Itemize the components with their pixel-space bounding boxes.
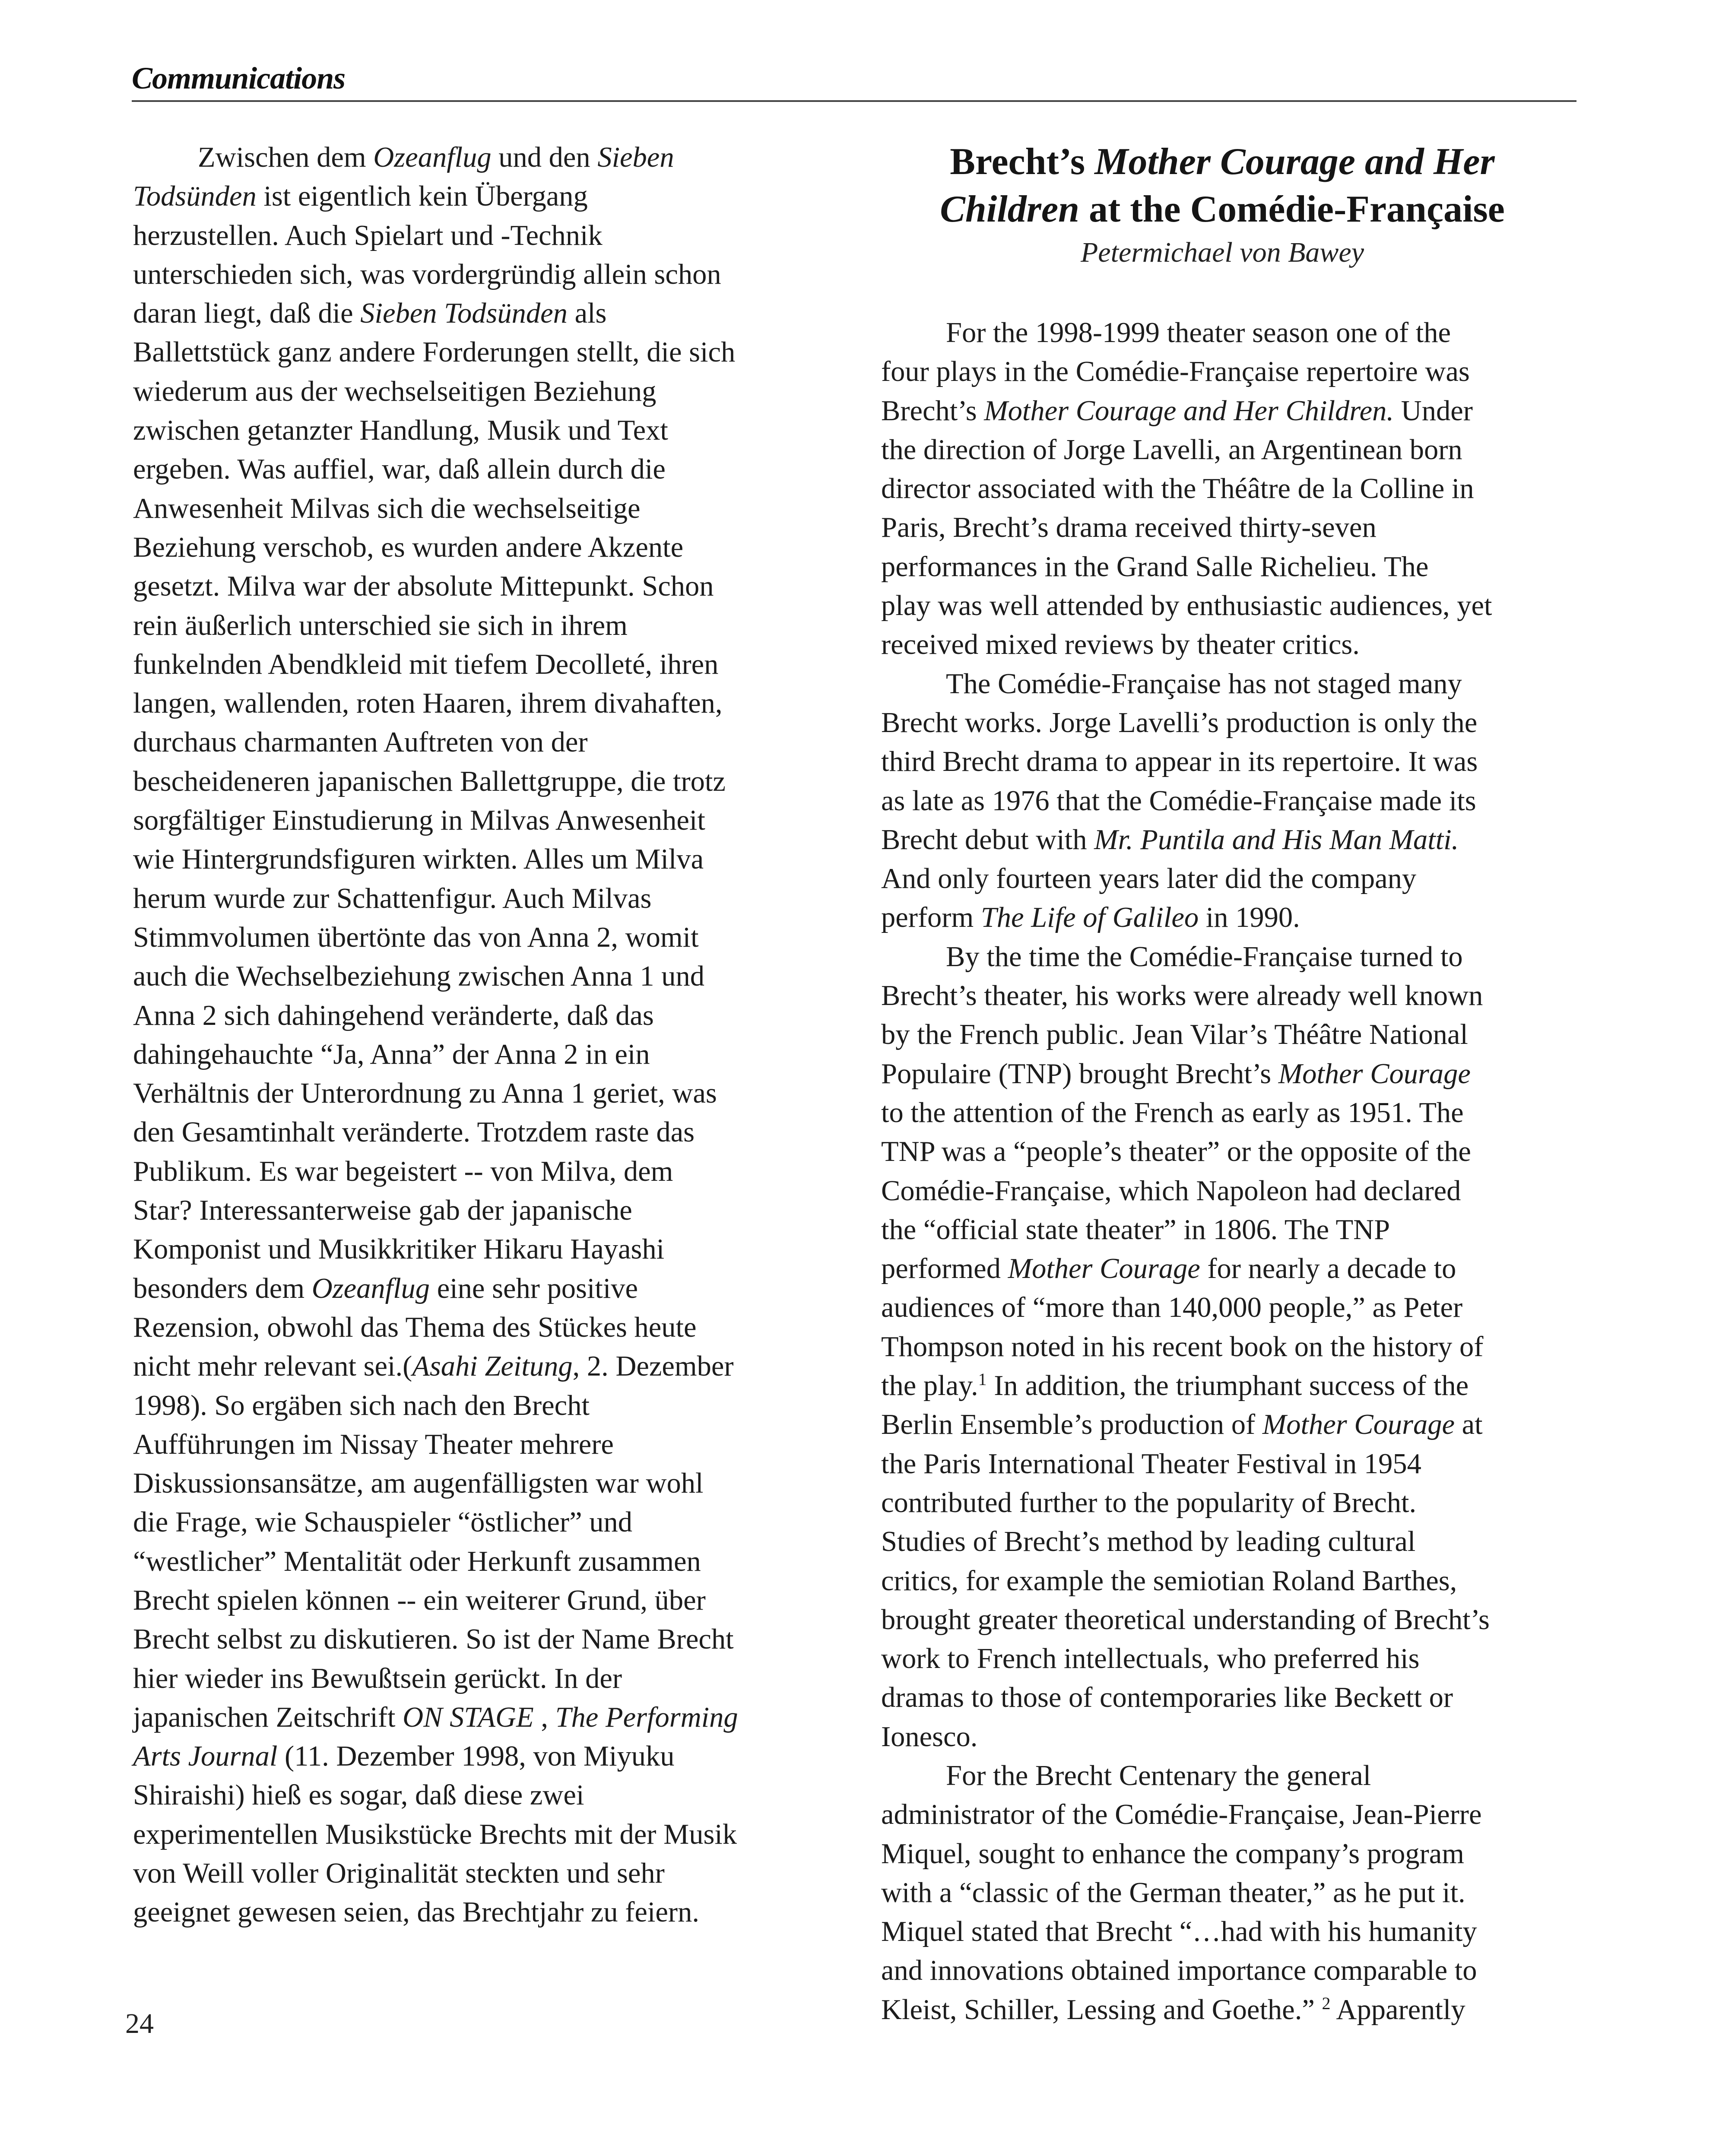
text-line	[133, 606, 837, 645]
text-segment: And only fourteen years later did the company	[881, 863, 1417, 895]
text-segment: eine sehr positive	[430, 1272, 638, 1304]
text-line	[881, 1094, 1581, 1132]
text-segment: director associated with the Théâtre de la Colline in	[881, 473, 1474, 505]
text-line	[133, 138, 837, 177]
text-segment: Aufführungen im Nissay Theater mehrere	[133, 1428, 614, 1460]
text-segment: Shiraishi) hieß es sogar, daß diese zwei	[133, 1779, 584, 1811]
text-line	[133, 1347, 837, 1386]
text-line	[881, 1445, 1581, 1484]
text-segment: Brecht selbst zu diskutieren. So ist der Name Brecht	[133, 1623, 734, 1655]
text-segment: Asahi Zeitung	[412, 1351, 573, 1382]
text-line	[133, 1893, 837, 1932]
text-line	[133, 372, 837, 411]
text-segment: dramas to those of contemporaries like Beckett or	[881, 1682, 1453, 1714]
text-segment: For the Brecht Centenary the general	[946, 1760, 1371, 1791]
text-line	[881, 1718, 1581, 1757]
text-line	[881, 352, 1581, 391]
text-segment: Sieben Todsünden	[360, 298, 568, 330]
text-line	[133, 567, 837, 606]
text-segment: Brecht works. Jorge Lavelli’s production is only the	[881, 707, 1478, 739]
text-segment: The Life of Galileo	[980, 902, 1199, 934]
text-segment: ON STAGE	[403, 1701, 534, 1733]
text-segment: Mother Courage	[1262, 1409, 1455, 1441]
text-segment: four plays in the Comédie-Française repertoire was	[881, 356, 1470, 388]
text-segment: Verhältnis der Unterordnung zu Anna 1 geriet, was	[133, 1078, 717, 1110]
text-segment: with a “classic of the German theater,” as he put it.	[881, 1877, 1465, 1909]
text-line	[881, 587, 1581, 625]
text-segment: (11. Dezember 1998, von Miyuku	[277, 1741, 675, 1772]
text-line	[133, 1815, 837, 1854]
text-line	[881, 392, 1581, 431]
text-segment: for nearly a decade to	[1200, 1253, 1456, 1285]
text-segment: herum wurde zur Schattenfigur. Auch Milvas	[133, 882, 652, 914]
text-line	[133, 1620, 837, 1659]
text-segment: the direction of Jorge Lavelli, an Argentinean born	[881, 434, 1462, 466]
text-line	[881, 1484, 1581, 1522]
text-line	[881, 1835, 1581, 1874]
text-segment: Brecht spielen können -- ein weiterer Grund, über	[133, 1584, 706, 1616]
text-segment: the play.	[881, 1370, 978, 1402]
text-segment: as late as 1976 that the Comédie-Française made its	[881, 785, 1476, 817]
text-segment: brought greater theoretical understanding of Brecht’s	[881, 1604, 1490, 1636]
text-line	[881, 1211, 1581, 1249]
text-segment: sorgfältiger Einstudierung in Milvas Anwesenheit	[133, 805, 705, 837]
text-segment: geeignet gewesen seien, das Brechtjahr zu feiern.	[133, 1896, 699, 1928]
text-segment: hier wieder ins Bewußtsein gerückt. In der	[133, 1662, 622, 1694]
text-segment: Miquel stated that Brecht “…had with his humanity	[881, 1916, 1477, 1948]
text-line	[881, 314, 1581, 352]
text-line	[881, 625, 1581, 664]
text-line	[133, 1581, 837, 1620]
text-segment: rein äußerlich unterschied sie sich in ihrem	[133, 609, 628, 641]
text-line	[881, 1951, 1581, 1990]
running-head: Communications	[132, 61, 346, 95]
text-segment: and innovations obtained importance comparable to	[881, 1955, 1477, 1987]
text-line	[881, 898, 1581, 937]
text-line	[881, 1405, 1581, 1444]
text-line	[133, 1035, 837, 1074]
text-segment: in 1990.	[1199, 902, 1300, 934]
text-segment: Ozeanflug	[311, 1272, 430, 1304]
text-segment: experimentellen Musikstücke Brechts mit der Musik	[133, 1818, 737, 1850]
text-segment: to the attention of the French as early as 1951. The	[881, 1097, 1464, 1129]
text-segment: Miquel, sought to enhance the company’s program	[881, 1838, 1465, 1870]
text-line	[133, 996, 837, 1035]
text-segment: Paris, Brecht’s drama received thirty-seven	[881, 512, 1377, 544]
text-segment: at	[1454, 1409, 1483, 1441]
text-line	[133, 762, 837, 801]
text-line	[133, 1503, 837, 1542]
text-segment: The Performing	[555, 1701, 738, 1733]
text-segment: herzustellen. Auch Spielart und -Technik	[133, 219, 603, 251]
text-segment: critics, for example the semiotian Roland Barthes,	[881, 1565, 1457, 1597]
text-segment: Mr. Puntila and His Man Matti.	[1094, 824, 1459, 856]
text-segment: Anna 2 sich dahingehend veränderte, daß das	[133, 999, 654, 1031]
text-line	[881, 1172, 1581, 1211]
footnote-ref: 1	[978, 1369, 987, 1389]
text-segment: Studies of Brecht’s method by leading cultural	[881, 1526, 1416, 1558]
header-rule	[132, 100, 1576, 102]
text-segment: Mother Courage	[1278, 1058, 1471, 1090]
text-segment: langen, wallenden, roten Haaren, ihrem divahaften,	[133, 688, 723, 720]
text-line	[133, 450, 837, 489]
text-segment: audiences of “more than 140,000 people,” as Peter	[881, 1292, 1463, 1324]
text-segment: contributed further to the popularity of Brecht.	[881, 1487, 1417, 1519]
text-line	[881, 1874, 1581, 1912]
text-line	[133, 1659, 837, 1698]
text-line	[133, 1542, 837, 1581]
text-line	[133, 1191, 837, 1230]
text-segment: Mother Courage and Her Children.	[984, 395, 1394, 427]
text-line	[881, 1015, 1581, 1054]
text-segment: By the time the Comédie-Française turned to	[946, 941, 1463, 973]
text-line	[881, 821, 1581, 859]
text-line	[881, 1639, 1581, 1678]
text-segment: the Paris International Theater Festival in 1954	[881, 1448, 1421, 1480]
text-line	[881, 1562, 1581, 1601]
text-line	[133, 411, 837, 450]
text-segment: perform	[881, 902, 981, 934]
text-segment: ergeben. Was auffiel, war, daß allein durch die	[133, 453, 666, 485]
text-segment: Anwesenheit Milvas sich die wechselseitige	[133, 492, 641, 524]
text-segment: bescheideneren japanischen Ballettgruppe, die trotz	[133, 765, 726, 797]
text-segment: Thompson noted in his recent book on the history of	[881, 1331, 1484, 1363]
text-segment: 1998). So ergäben sich nach den Brecht	[133, 1389, 590, 1421]
text-line	[133, 528, 837, 567]
text-segment: wiederum aus der wechselseitigen Beziehung	[133, 375, 657, 407]
text-line	[133, 294, 837, 333]
text-line	[133, 1269, 837, 1308]
page-number: 24	[125, 2008, 154, 2039]
text-line	[881, 1991, 1581, 2029]
text-line	[133, 723, 837, 762]
text-segment: TNP was a “people’s theater” or the opposite of the	[881, 1136, 1471, 1168]
text-segment: und den	[491, 142, 598, 173]
text-line	[881, 1249, 1581, 1288]
title-part-italic: Children	[940, 188, 1079, 230]
text-line	[133, 1776, 837, 1815]
text-segment: Stimmvolumen übertönte das von Anna 2, womit	[133, 921, 699, 953]
text-line	[881, 548, 1581, 587]
text-line	[881, 1912, 1581, 1951]
text-segment: Ionesco.	[881, 1721, 978, 1753]
text-segment: Comédie-Française, which Napoleon had declared	[881, 1175, 1461, 1207]
text-line	[881, 665, 1581, 704]
text-line	[133, 957, 837, 996]
text-segment: Rezension, obwohl das Thema des Stückes heute	[133, 1311, 697, 1343]
text-line	[133, 645, 837, 684]
text-segment: third Brecht drama to appear in its repertoire. It was	[881, 746, 1478, 778]
text-segment: Diskussionsansätze, am augenfälligsten war wohl	[133, 1468, 704, 1500]
text-segment: Mother Courage	[1008, 1253, 1200, 1285]
text-segment: Sieben	[597, 142, 674, 173]
text-line	[133, 840, 837, 879]
text-segment: Apparently	[1330, 1994, 1465, 2026]
text-segment: dahingehauchte “Ja, Anna” der Anna 2 in ein	[133, 1038, 650, 1070]
right-column-text	[881, 314, 1581, 2029]
text-segment: Brecht debut with	[881, 824, 1094, 856]
text-segment: auch die Wechselbeziehung zwischen Anna 1 und	[133, 961, 704, 992]
text-line	[881, 977, 1581, 1015]
text-segment: Beziehung verschob, es wurden andere Akzente	[133, 531, 684, 563]
text-segment: als	[567, 298, 607, 330]
text-segment: performed	[881, 1253, 1008, 1285]
text-segment: Under	[1394, 395, 1473, 427]
text-line	[881, 742, 1581, 781]
text-segment: Brecht’s theater, his works were already well known	[881, 980, 1483, 1012]
title-part: Brecht’s	[950, 141, 1095, 183]
text-segment: zwischen getanzter Handlung, Musik und Text	[133, 415, 668, 447]
text-line	[881, 508, 1581, 547]
text-segment: Brecht’s	[881, 395, 984, 427]
text-line	[881, 704, 1581, 742]
text-line	[133, 1698, 837, 1737]
text-segment: wie Hintergrundsfiguren wirkten. Alles um Milva	[133, 843, 704, 875]
text-segment: von Weill voller Originalität steckten und sehr	[133, 1858, 665, 1890]
text-segment: Populaire (TNP) brought Brecht’s	[881, 1058, 1278, 1090]
text-segment: by the French public. Jean Vilar’s Théâtre National	[881, 1019, 1468, 1051]
article-author: Petermichael von Bawey	[1080, 237, 1364, 268]
text-segment: Publikum. Es war begeistert -- von Milva, dem	[133, 1155, 673, 1187]
title-part-italic: Mother Courage and Her	[1094, 141, 1495, 183]
text-segment: For the 1998-1999 theater season one of the	[946, 317, 1451, 349]
text-segment: performances in the Grand Salle Richelieu. The	[881, 551, 1429, 583]
text-segment: In addition, the triumphant success of the	[986, 1370, 1469, 1402]
text-line	[133, 1464, 837, 1503]
text-segment: funkelnden Abendkleid mit tiefem Decolleté, ihren	[133, 648, 719, 680]
text-segment: the “official state theater” in 1806. The TNP	[881, 1214, 1390, 1246]
text-segment: “westlicher” Mentalität oder Herkunft zusammen	[133, 1545, 701, 1577]
text-line	[881, 1055, 1581, 1094]
text-line	[881, 1132, 1581, 1171]
title-part: at the Comédie-Française	[1079, 188, 1505, 230]
text-segment: The Comédie-Française has not staged many	[946, 668, 1462, 700]
text-line	[881, 1288, 1581, 1327]
text-segment: Arts Journal	[133, 1741, 278, 1772]
text-segment: Kleist, Schiller, Lessing and Goethe.”	[881, 1994, 1322, 2026]
article-title	[881, 138, 1564, 233]
text-line	[881, 1678, 1581, 1717]
text-segment: durchaus charmanten Auftreten von der	[133, 726, 588, 758]
text-line	[133, 255, 837, 294]
text-line	[133, 801, 837, 840]
text-line	[133, 684, 837, 723]
text-line	[133, 1854, 837, 1893]
text-line	[881, 1328, 1581, 1367]
text-segment: daran liegt, daß die	[133, 298, 361, 330]
text-line	[881, 1795, 1581, 1834]
text-line	[881, 938, 1581, 977]
text-line	[133, 879, 837, 918]
text-segment: received mixed reviews by theater critics.	[881, 629, 1360, 661]
text-line	[881, 1522, 1581, 1561]
text-segment: Ballettstück ganz andere Forderungen stellt, die sich	[133, 336, 736, 368]
text-line	[133, 1308, 837, 1347]
text-line	[881, 1367, 1581, 1405]
text-segment: besonders dem	[133, 1272, 312, 1304]
text-segment: Komponist und Musikkritiker Hikaru Hayashi	[133, 1233, 665, 1265]
text-segment: work to French intellectuals, who preferred his	[881, 1643, 1420, 1675]
text-segment: Berlin Ensemble’s production of	[881, 1409, 1262, 1441]
text-line	[133, 216, 837, 255]
text-segment: Zwischen dem	[198, 142, 374, 173]
text-line	[133, 1737, 837, 1776]
left-column-text	[133, 138, 837, 1932]
text-line	[881, 859, 1581, 898]
text-line	[133, 1113, 837, 1152]
text-segment: administrator of the Comédie-Française, Jean-Pierre	[881, 1799, 1482, 1831]
text-segment: den Gesamtinhalt veränderte. Trotzdem raste das	[133, 1116, 695, 1148]
text-segment: nicht mehr relevant sei.(	[133, 1351, 412, 1382]
text-segment: die Frage, wie Schauspieler “östlicher” und	[133, 1506, 632, 1538]
text-segment: , 2. Dezember	[572, 1351, 734, 1382]
text-segment: ,	[533, 1701, 555, 1733]
text-line	[133, 333, 837, 372]
footnote-ref: 2	[1322, 1993, 1331, 2013]
text-line	[881, 782, 1581, 821]
text-segment: japanischen Zeitschrift	[133, 1701, 403, 1733]
text-line	[881, 1757, 1581, 1795]
text-segment: Ozeanflug	[373, 142, 492, 173]
text-segment: Todsünden	[133, 181, 257, 212]
text-line	[881, 1601, 1581, 1639]
text-segment: unterschieden sich, was vordergründig allein schon	[133, 258, 721, 290]
text-line	[133, 918, 837, 957]
text-line	[881, 431, 1581, 469]
text-line	[133, 1230, 837, 1269]
text-line	[133, 1386, 837, 1425]
text-line	[133, 177, 837, 216]
text-segment: ist eigentlich kein Übergang	[256, 181, 588, 212]
text-line	[133, 489, 837, 528]
text-segment: Star? Interessanterweise gab der japanische	[133, 1195, 632, 1227]
text-line	[133, 1152, 837, 1191]
text-segment: gesetzt. Milva war der absolute Mittepunkt. Schon	[133, 571, 714, 602]
text-segment: play was well attended by enthusiastic audiences, yet	[881, 590, 1492, 622]
text-line	[133, 1074, 837, 1113]
text-line	[881, 469, 1581, 508]
text-line	[133, 1425, 837, 1464]
